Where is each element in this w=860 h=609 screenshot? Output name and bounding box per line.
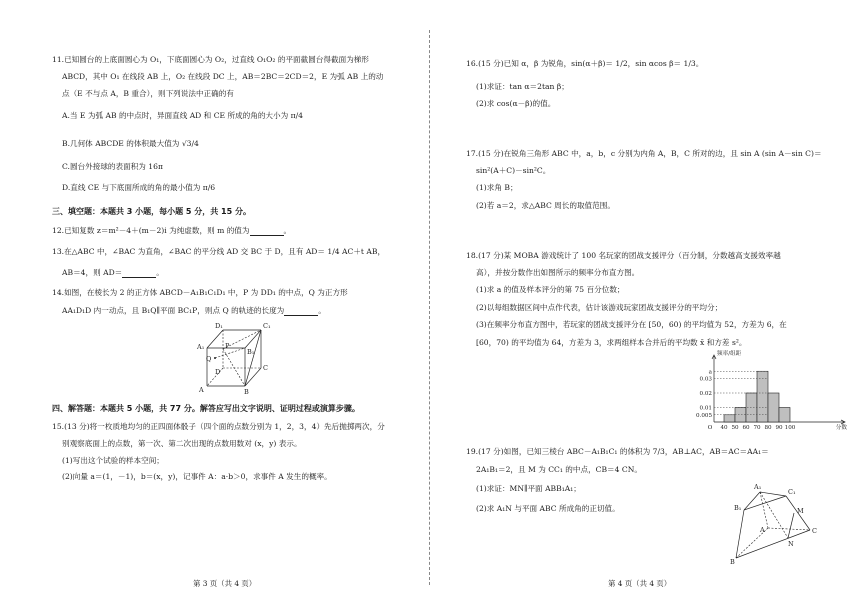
frustum-figure	[730, 480, 830, 566]
q19-line2: 2A₁B₁＝2，且 M 为 CC₁ 的中点，CB＝4 CN。	[476, 465, 642, 474]
histogram	[684, 350, 852, 434]
q13: AB＝4，则 AD＝ 。	[62, 268, 164, 277]
cube-line-pb	[223, 349, 245, 386]
cube-label-b: B	[244, 388, 249, 396]
cube-line-qb1	[215, 348, 245, 358]
page-4-footer: 第 4 页（共 4 页）	[608, 579, 672, 588]
q11-stem-line3: 点（E 不与点 A，B 重合），则下列说法中正确的有	[62, 89, 234, 98]
frustum-line-mn	[788, 513, 794, 538]
section-4-heading: 四、解答题：本题共 5 小题，共 77 分。解答应写出文字说明、证明过程或演算步骤。	[52, 404, 360, 413]
q13-line1: 13.在△ABC 中，∠BAC 为直角，∠BAC 的平分线 AD 交 BC 于 D，且有 AD＝ 1/4 AC＋t AB，	[52, 247, 386, 256]
hist-x-tick-6: 90	[775, 425, 783, 431]
hist-y-tick-0: 0.03	[699, 376, 712, 383]
q19-part1: (1)求证：MN∥平面 ABB₁A₁；	[476, 484, 581, 493]
q19-line1: 19.(17 分)如图，已知三棱台 ABC－A₁B₁C₁ 的体积为 7/3，AB⊥AC，AB＝AC＝AA₁＝	[466, 447, 769, 456]
cube-figure	[195, 318, 285, 396]
q17-part1: (1)求角 B；	[476, 183, 518, 192]
q14-line1: 14.如图，在棱长为 2 的正方体 ABCD－A₁B₁C₁D₁ 中，P 为 DD₁ 的中点，Q 为正方形	[52, 288, 348, 297]
frustum-edge-a1c1	[760, 492, 786, 496]
q11-option-b: B.几何体 ABCDE 的体积最大值为 √3/4	[62, 139, 199, 148]
q11-stem-line1: 11.已知圆台的上底面圆心为 O₁，下底面圆心为 O₂，过直线 O₁O₂ 的平面截圆台得截面为梯形	[52, 55, 369, 64]
q11-option-c: C.圆台外接球的表面积为 16π	[62, 162, 163, 171]
hist-bar-4	[768, 393, 779, 422]
frustum-label-a: A	[760, 526, 765, 534]
q17-line2: sin²(A＋C)－sin²C。	[476, 166, 551, 175]
q18-part3-line1: (3)在频率分布直方图中，若玩家的团战支援评分在 [50，60) 的平均值为 52，方差为 6，在	[476, 320, 787, 329]
q18-part3-line2: [60，70) 的平均值为 64，方差为 3，求两组样本合并后的平均数 x̄ 和方差 s²。	[476, 338, 747, 347]
hist-x-tick-7: 100	[784, 425, 796, 431]
cube-label-p: P	[225, 342, 230, 350]
q18-line2: 高），并按分数作出如图所示的频率分布直方图。	[476, 268, 640, 277]
frustum-edge-ac	[768, 528, 810, 530]
cube-label-q: Q	[206, 355, 212, 363]
q11-option-d: D.直线 CE 与下底面所成的角的最小值为 π/6	[62, 183, 216, 192]
cube-label-c: C	[263, 364, 268, 372]
frustum-label-n: N	[788, 540, 794, 548]
hist-x-tick-4: 70	[753, 425, 761, 431]
frustum-label-b1: B₁	[734, 504, 742, 512]
page-3-footer: 第 3 页（共 4 页）	[193, 579, 257, 588]
q18-part1: (1)求 a 的值及样本评分的第 75 百分位数；	[476, 285, 625, 294]
cube-label-d: D	[215, 368, 221, 376]
q15-line1: 15.(13 分)将一枚质地均匀的正四面体骰子（四个面的点数分别为 1，2，3，4）先后抛掷两次，分	[52, 422, 385, 431]
hist-bar-3	[757, 371, 768, 422]
cube-label-a1: A₁	[197, 343, 205, 351]
hist-x-tick-3: 60	[742, 425, 750, 431]
frustum-label-m: M	[797, 507, 804, 515]
frustum-label-a1: A₁	[754, 483, 762, 491]
cube-label-b1: B₁	[247, 348, 255, 356]
cube-label-a: A	[199, 386, 204, 394]
cube-edge-a1d1	[207, 330, 223, 348]
hist-x-tick-5: 80	[764, 425, 772, 431]
hist-y-label: 频率/组距	[717, 351, 742, 357]
q14: AA₁D₁D 内一动点，且 B₁Q∥平面 BC₁P，则点 Q 的轨迹的长度为 。	[62, 306, 326, 315]
q15-line2: 别观察底面上的点数，第一次、第二次出现的点数用数对 (x，y) 表示。	[62, 439, 302, 448]
q18-line1: 18.(17 分)某 MOBA 游戏统计了 100 名玩家的团战支援评分（百分制，分数越高支援效率越	[466, 251, 781, 260]
frustum-edge-aa1	[760, 492, 768, 528]
frustum-label-b: B	[730, 558, 735, 566]
hist-y-tick-1: a	[708, 369, 712, 376]
q14-line2: AA₁D₁D 内一动点，且 B₁Q∥平面 BC₁P，则点 Q 的轨迹的长度为	[62, 306, 285, 315]
frustum-edge-bc	[736, 530, 810, 558]
frustum-label-c1: C₁	[788, 488, 796, 496]
q15-part2: (2)向量 a＝(1，－1)，b＝(x，y)，记事件 A：a·b＞0，求事件 A 发生的概率。	[62, 472, 332, 481]
page-4	[430, 0, 860, 609]
hist-x-tick-1: 40	[720, 425, 728, 431]
q11-stem-line2: ABCD，其中 O₁ 在线段 AB 上，O₂ 在线段 DC 上，AB＝2BC＝2CD＝2，E 为弧 AB 上的动	[62, 72, 384, 81]
hist-y-tick-2: 0.02	[699, 391, 712, 397]
hist-y-tick-3: 0.01	[699, 405, 712, 412]
q11-option-a: A.当 E 为弧 AB 的中点时，异面直线 AD 和 CE 所成的角的大小为 π/4	[62, 111, 304, 120]
q12: 12.已知复数 z＝m²－4＋(m－2)i 为纯虚数，则 m 的值为 。	[52, 226, 292, 235]
q12-answer-blank	[250, 227, 284, 236]
section-3-heading: 三、填空题：本题共 3 小题，每小题 5 分，共 15 分。	[52, 207, 251, 216]
frustum-edge-bb1	[736, 510, 744, 558]
q14-answer-blank	[284, 307, 318, 316]
cube-label-d1: D₁	[215, 322, 223, 330]
hist-x-label: 分数	[835, 425, 847, 431]
q13-line2: AB＝4，则 AD＝	[62, 268, 123, 277]
q17-line1: 17.(15 分)在锐角三角形 ABC 中，a，b，c 分别为内角 A，B，C 所对的边，且 sin A (sin A－sin C)＝	[466, 149, 822, 158]
hist-y-tick-4: 0.005	[695, 412, 712, 419]
hist-x-tick-0: O	[707, 425, 713, 431]
q16-part2: (2)求 cos(α－β)的值。	[476, 99, 556, 108]
q19-part2: (2)求 A₁N 与平面 ABC 所成角的正切值。	[476, 504, 620, 513]
q16-stem: 16.(15 分)已知 α，β 为锐角，sin(α＋β)＝ 1/2，sin αcos β＝ 1/3。	[466, 59, 704, 68]
q17-part2: (2)若 a＝2，求△ABC 周长的取值范围。	[476, 201, 615, 210]
q13-answer-blank	[122, 269, 156, 278]
hist-bar-0	[724, 415, 735, 422]
cube-point-q	[214, 357, 216, 359]
q16-part1: (1)求证：tan α＝2tan β；	[476, 82, 569, 91]
cube-label-c1: C₁	[263, 322, 271, 330]
hist-x-tick-2: 50	[731, 425, 739, 431]
q12-text: 12.已知复数 z＝m²－4＋(m－2)i 为纯虚数，则 m 的值为	[52, 226, 250, 235]
hist-bar-5	[779, 408, 790, 423]
cube-diag-bc1	[245, 330, 261, 386]
q18-part2: (2)以每组数据区间中点作代表，估计该游戏玩家团战支援评分的平均分；	[476, 303, 723, 312]
q15-part1: (1)写出这个试验的样本空间；	[62, 456, 164, 465]
frustum-label-c: C	[812, 527, 817, 535]
